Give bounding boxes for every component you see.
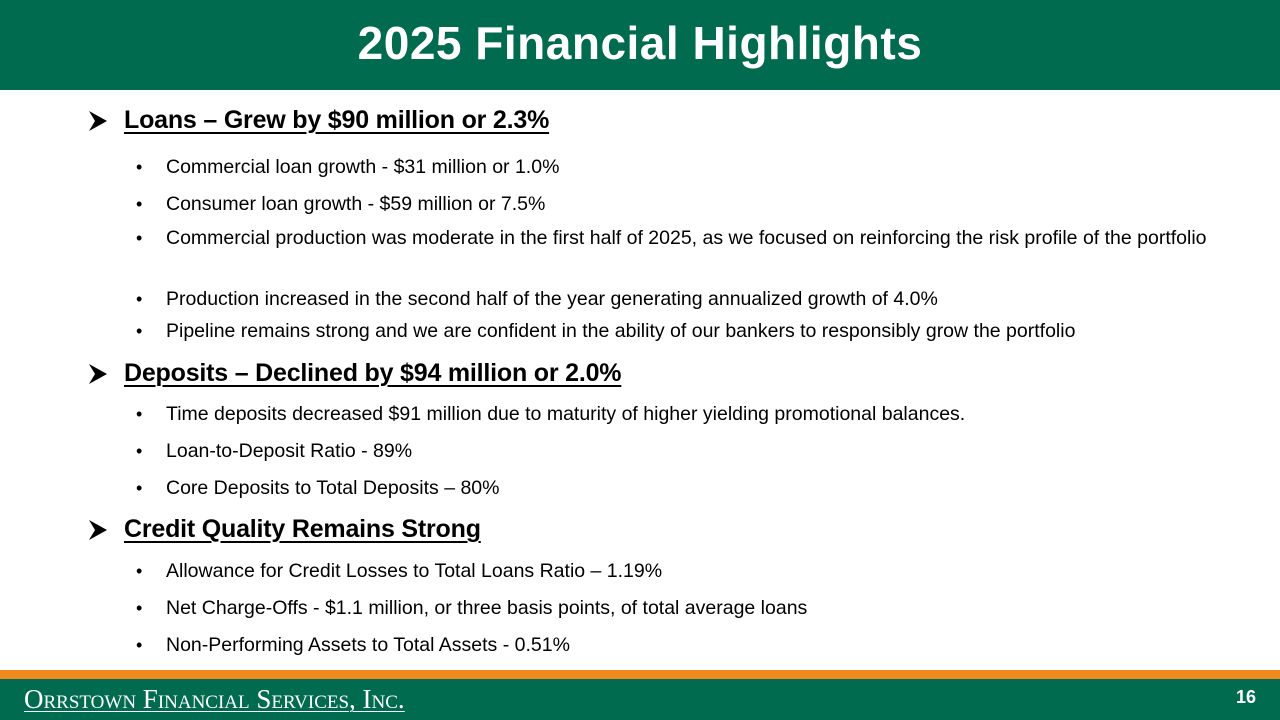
- footer-bar: [0, 679, 1280, 720]
- list-item-text: Non-Performing Assets to Total Assets - 0.51%: [166, 634, 570, 656]
- round-bullet-icon: •: [136, 321, 143, 341]
- list-item: [136, 224, 1246, 253]
- section-heading: Deposits – Declined by $94 million or 2.0%: [124, 359, 622, 387]
- list-item: [136, 317, 1246, 346]
- list-item-text: Core Deposits to Total Deposits – 80%: [166, 477, 500, 499]
- list-item: [136, 557, 1246, 586]
- list-item: [136, 594, 1246, 623]
- arrowhead-bullet-icon: [88, 519, 108, 541]
- section-loans: [88, 106, 549, 135]
- list-item: [136, 474, 1246, 503]
- page-number: 16: [1235, 687, 1256, 707]
- list-item: [136, 437, 1246, 466]
- round-bullet-icon: •: [136, 194, 143, 214]
- round-bullet-icon: •: [136, 289, 143, 309]
- list-item: [136, 153, 1246, 182]
- round-bullet-icon: •: [136, 228, 143, 248]
- list-item-text: Commercial loan growth - $31 million or 1.0%: [166, 156, 560, 178]
- section-credit-quality: [88, 515, 481, 544]
- section-heading: Credit Quality Remains Strong: [124, 515, 481, 543]
- list-item: [136, 400, 1246, 429]
- list-item-text: Pipeline remains strong and we are confident in the ability of our bankers to responsibly grow the portfolio: [166, 320, 1076, 342]
- round-bullet-icon: •: [136, 598, 143, 618]
- list-item-text: Allowance for Credit Losses to Total Loans Ratio – 1.19%: [166, 560, 663, 582]
- round-bullet-icon: •: [136, 441, 143, 461]
- list-item: [136, 631, 1246, 660]
- round-bullet-icon: •: [136, 561, 143, 581]
- list-item-text: Production increased in the second half of the year generating annualized growth of 4.0%: [166, 288, 938, 310]
- round-bullet-icon: •: [136, 635, 143, 655]
- round-bullet-icon: •: [136, 478, 143, 498]
- list-item-text: Time deposits decreased $91 million due to maturity of higher yielding promotional balances.: [166, 403, 966, 425]
- company-logo: Orrstown Financial Services, Inc.: [24, 684, 405, 714]
- footer-accent-divider: [0, 670, 1280, 679]
- list-item: [136, 190, 1246, 219]
- section-deposits: [88, 359, 621, 388]
- round-bullet-icon: •: [136, 404, 143, 424]
- list-item: [136, 285, 1246, 314]
- round-bullet-icon: •: [136, 157, 143, 177]
- list-item-text: Consumer loan growth - $59 million or 7.5%: [166, 193, 546, 215]
- arrowhead-bullet-icon: [88, 110, 108, 132]
- list-item-text: Commercial production was moderate in the first half of 2025, as we focused on reinforcing the risk profile of the portfolio: [166, 227, 1207, 249]
- arrowhead-bullet-icon: [88, 363, 108, 385]
- slide-title: 2025 Financial Highlights: [357, 17, 923, 69]
- list-item-text: Loan-to-Deposit Ratio - 89%: [166, 440, 413, 462]
- list-item-text: Net Charge-Offs - $1.1 million, or three basis points, of total average loans: [166, 597, 808, 619]
- section-heading: Loans – Grew by $90 million or 2.3%: [124, 106, 550, 134]
